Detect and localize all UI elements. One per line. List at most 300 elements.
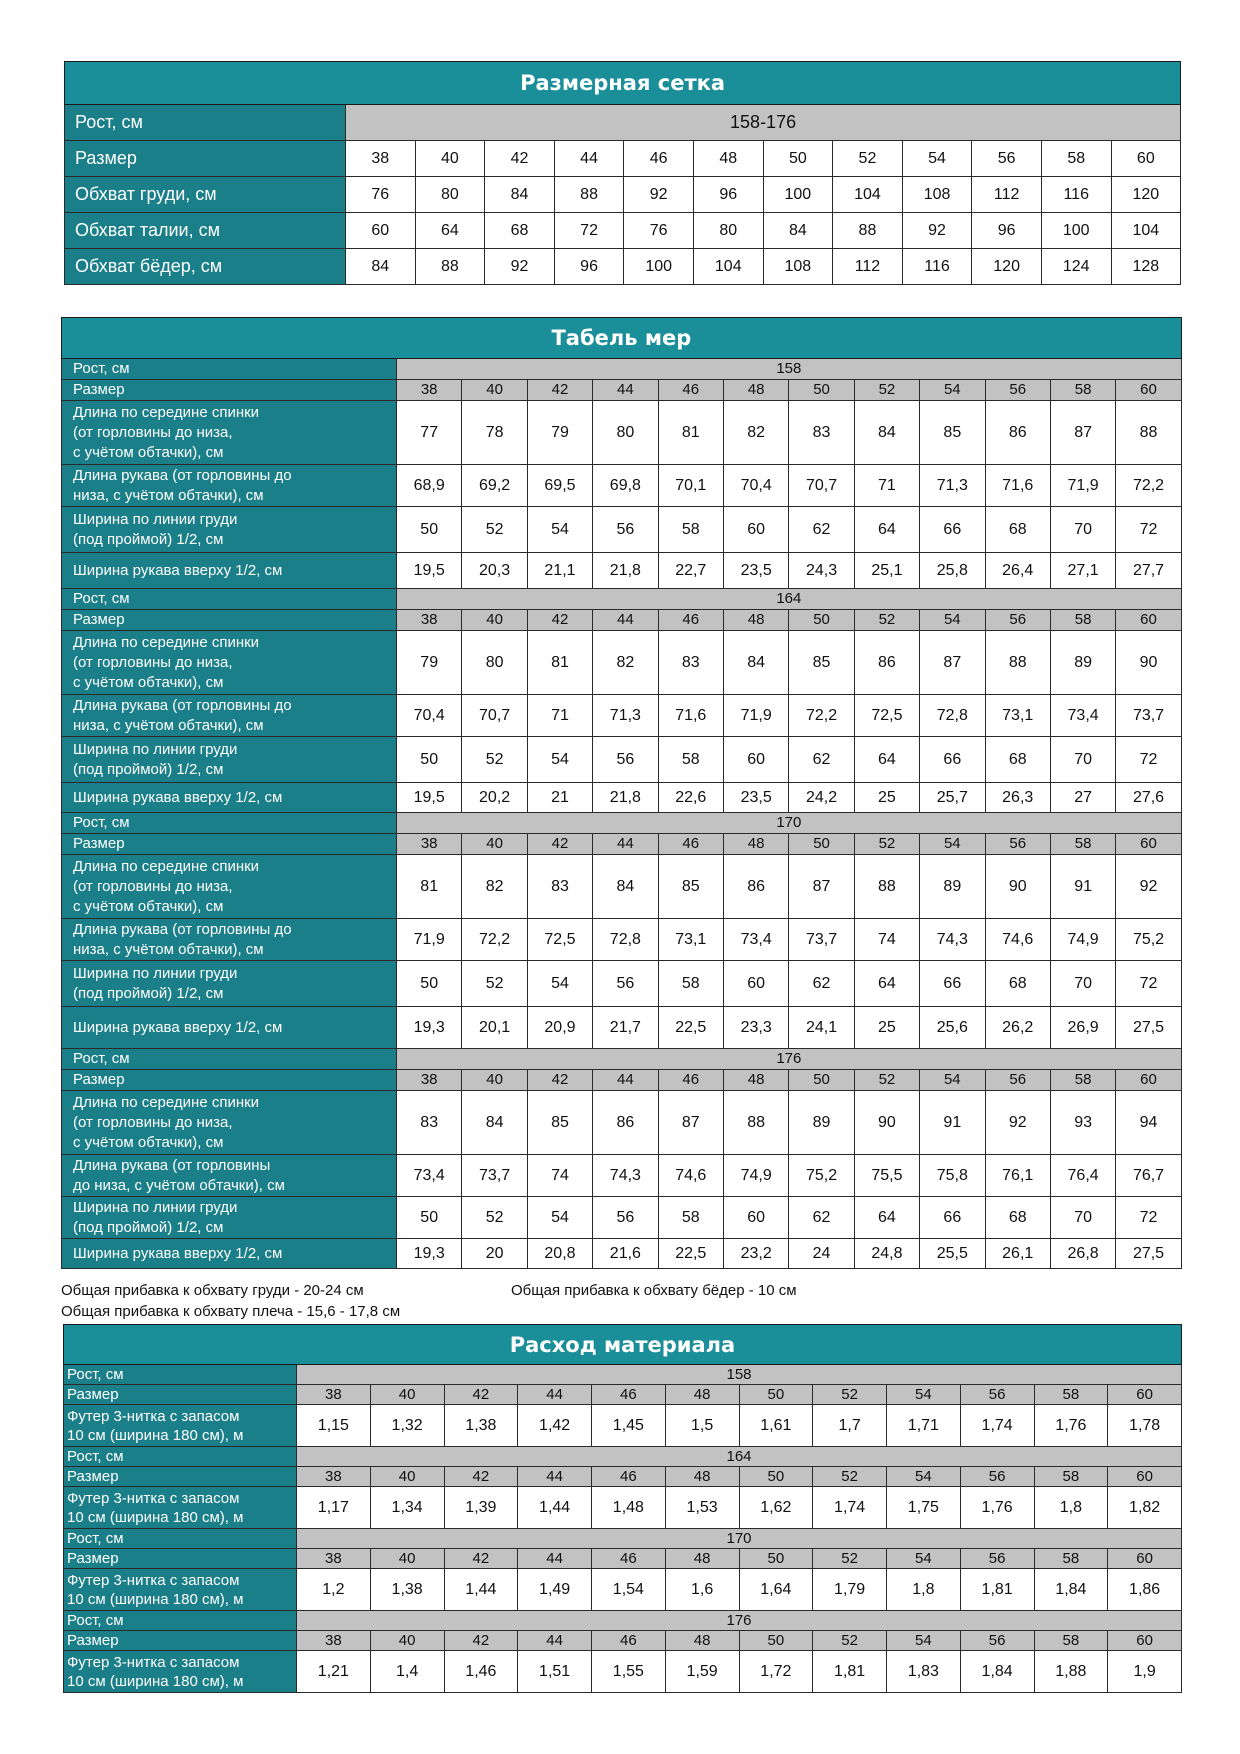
table-cell: 50 bbox=[397, 507, 462, 553]
table-cell: 70,7 bbox=[462, 695, 527, 737]
table-cell: 1,9 bbox=[1108, 1651, 1182, 1693]
table-cell: 1,59 bbox=[665, 1651, 739, 1693]
table-cell: 1,8 bbox=[1034, 1487, 1108, 1529]
table-cell: 74,3 bbox=[593, 1155, 658, 1197]
size-grid-row bbox=[65, 213, 1181, 249]
size-cell: 52 bbox=[813, 1385, 887, 1405]
table-cell: 1,79 bbox=[813, 1569, 887, 1611]
table-cell: 120 bbox=[1111, 177, 1181, 213]
table-cell: 20,3 bbox=[462, 553, 527, 589]
size-cell: 38 bbox=[397, 834, 462, 855]
material-row bbox=[64, 1651, 1182, 1693]
size-cell: 40 bbox=[370, 1549, 444, 1569]
table-cell: 50 bbox=[397, 961, 462, 1007]
size-cell: 46 bbox=[592, 1631, 666, 1651]
table-cell: 73,1 bbox=[658, 919, 723, 961]
size-cell: 50 bbox=[789, 610, 854, 631]
table-cell: 1,17 bbox=[297, 1487, 371, 1529]
table-cell: 89 bbox=[920, 855, 985, 919]
size-cell: 44 bbox=[593, 1070, 658, 1091]
table-cell: 25 bbox=[854, 783, 919, 813]
table-cell: 72,5 bbox=[527, 919, 592, 961]
table-cell: 22,5 bbox=[658, 1007, 723, 1049]
size-cell: 60 bbox=[1108, 1385, 1182, 1405]
table-cell: 75,2 bbox=[789, 1155, 854, 1197]
measure-label: Длина рукава (от горловины до низа, с учётом обтачки), см bbox=[62, 465, 397, 507]
table-cell: 62 bbox=[789, 1197, 854, 1239]
table-cell: 68 bbox=[985, 1197, 1050, 1239]
measure-row bbox=[62, 553, 1182, 589]
table-cell: 54 bbox=[527, 961, 592, 1007]
table-cell: 25,8 bbox=[920, 553, 985, 589]
size-cell: 40 bbox=[370, 1385, 444, 1405]
table-cell: 92 bbox=[485, 249, 555, 285]
table-cell: 96 bbox=[693, 177, 763, 213]
table-cell: 24 bbox=[789, 1239, 854, 1269]
size-cell: 44 bbox=[518, 1385, 592, 1405]
table-cell: 73,4 bbox=[723, 919, 788, 961]
size-cell: 54 bbox=[920, 610, 985, 631]
table-cell: 50 bbox=[763, 141, 833, 177]
table-cell: 1,7 bbox=[813, 1405, 887, 1447]
size-cell: 56 bbox=[985, 1070, 1050, 1091]
table-cell: 1,15 bbox=[297, 1405, 371, 1447]
table-cell: 1,34 bbox=[370, 1487, 444, 1529]
table-cell: 77 bbox=[397, 401, 462, 465]
table-cell: 66 bbox=[920, 961, 985, 1007]
size-cell: 46 bbox=[592, 1467, 666, 1487]
table-cell: 1,2 bbox=[297, 1569, 371, 1611]
table-cell: 84 bbox=[723, 631, 788, 695]
table-cell: 24,1 bbox=[789, 1007, 854, 1049]
table-cell: 70 bbox=[1050, 507, 1115, 553]
table-cell: 58 bbox=[1041, 141, 1111, 177]
measure-label: Длина по середине спинки (от горловины до низа, с учётом обтачки), см bbox=[62, 855, 397, 919]
size-cell: 42 bbox=[527, 380, 592, 401]
table-cell: 92 bbox=[902, 213, 972, 249]
table-cell: 68 bbox=[985, 507, 1050, 553]
size-cell: 38 bbox=[297, 1631, 371, 1651]
table-cell: 104 bbox=[1111, 213, 1181, 249]
table-cell: 20 bbox=[462, 1239, 527, 1269]
table-cell: 88 bbox=[985, 631, 1050, 695]
table-cell: 1,51 bbox=[518, 1651, 592, 1693]
table-cell: 56 bbox=[593, 1197, 658, 1239]
table-cell: 56 bbox=[972, 141, 1042, 177]
size-cell: 44 bbox=[593, 834, 658, 855]
table-cell: 26,8 bbox=[1050, 1239, 1115, 1269]
table-cell: 128 bbox=[1111, 249, 1181, 285]
size-cell: 56 bbox=[960, 1467, 1034, 1487]
table-cell: 27,7 bbox=[1116, 553, 1181, 589]
size-cell: 40 bbox=[370, 1631, 444, 1651]
table-cell: 20,8 bbox=[527, 1239, 592, 1269]
table-cell: 71 bbox=[527, 695, 592, 737]
table-cell: 74,6 bbox=[985, 919, 1050, 961]
table-cell: 88 bbox=[415, 249, 485, 285]
table-cell: 1,62 bbox=[739, 1487, 813, 1529]
material-row bbox=[64, 1405, 1182, 1447]
table-cell: 1,38 bbox=[444, 1405, 518, 1447]
table-cell: 84 bbox=[763, 213, 833, 249]
table-cell: 76,7 bbox=[1116, 1155, 1181, 1197]
table-cell: 116 bbox=[1041, 177, 1111, 213]
table-cell: 70 bbox=[1050, 1197, 1115, 1239]
size-cell: 58 bbox=[1034, 1467, 1108, 1487]
table-cell: 1,54 bbox=[592, 1569, 666, 1611]
table-cell: 108 bbox=[763, 249, 833, 285]
table-cell: 92 bbox=[985, 1091, 1050, 1155]
table-cell: 1,8 bbox=[887, 1569, 961, 1611]
table-cell: 25,7 bbox=[920, 783, 985, 813]
table-cell: 1,86 bbox=[1108, 1569, 1182, 1611]
shoulder-allowance-note: Общая прибавка к обхвату плеча - 15,6 - 17,8 см bbox=[61, 1303, 401, 1320]
table-cell: 74 bbox=[854, 919, 919, 961]
table-cell: 1,39 bbox=[444, 1487, 518, 1529]
table-cell: 46 bbox=[624, 141, 694, 177]
row-label: Обхват талии, см bbox=[65, 213, 346, 249]
table-cell: 25 bbox=[854, 1007, 919, 1049]
table-cell: 88 bbox=[833, 213, 903, 249]
size-cell: 38 bbox=[397, 1070, 462, 1091]
table-cell: 84 bbox=[485, 177, 555, 213]
table-cell: 1,74 bbox=[813, 1487, 887, 1529]
table-cell: 82 bbox=[462, 855, 527, 919]
table-cell: 21,7 bbox=[593, 1007, 658, 1049]
measure-label: Ширина рукава вверху 1/2, см bbox=[62, 1239, 397, 1269]
table-cell: 72,2 bbox=[462, 919, 527, 961]
material-table bbox=[63, 1324, 1182, 1693]
table-cell: 73,4 bbox=[397, 1155, 462, 1197]
height-label: Рост, см bbox=[64, 1447, 297, 1467]
measure-table bbox=[61, 317, 1181, 1269]
table-cell: 71,6 bbox=[985, 465, 1050, 507]
table-cell: 80 bbox=[415, 177, 485, 213]
table-cell: 68 bbox=[985, 961, 1050, 1007]
table-cell: 116 bbox=[902, 249, 972, 285]
size-cell: 56 bbox=[960, 1385, 1034, 1405]
size-cell: 52 bbox=[813, 1549, 887, 1569]
table-cell: 88 bbox=[854, 855, 919, 919]
table-cell: 83 bbox=[789, 401, 854, 465]
table-cell: 80 bbox=[593, 401, 658, 465]
size-cell: 42 bbox=[444, 1549, 518, 1569]
table-cell: 72,2 bbox=[789, 695, 854, 737]
table-cell: 26,2 bbox=[985, 1007, 1050, 1049]
table-cell: 42 bbox=[485, 141, 555, 177]
table-cell: 100 bbox=[1041, 213, 1111, 249]
table-cell: 19,5 bbox=[397, 783, 462, 813]
size-cell: 56 bbox=[985, 380, 1050, 401]
measure-row bbox=[62, 695, 1182, 737]
table-cell: 72,8 bbox=[593, 919, 658, 961]
table-cell: 71,3 bbox=[593, 695, 658, 737]
table-cell: 1,32 bbox=[370, 1405, 444, 1447]
size-cell: 56 bbox=[985, 834, 1050, 855]
table-cell: 89 bbox=[1050, 631, 1115, 695]
size-grid bbox=[64, 61, 1181, 285]
table-cell: 1,84 bbox=[960, 1651, 1034, 1693]
table-cell: 112 bbox=[972, 177, 1042, 213]
height-label: Рост, см bbox=[64, 1529, 297, 1549]
table-cell: 72,8 bbox=[920, 695, 985, 737]
table-cell: 90 bbox=[985, 855, 1050, 919]
height-label: Рост, см bbox=[62, 813, 397, 834]
table-cell: 60 bbox=[723, 737, 788, 783]
table-cell: 1,38 bbox=[370, 1569, 444, 1611]
table-cell: 58 bbox=[658, 961, 723, 1007]
measure-row bbox=[62, 783, 1182, 813]
table-cell: 20,9 bbox=[527, 1007, 592, 1049]
table-cell: 1,4 bbox=[370, 1651, 444, 1693]
table-cell: 21,8 bbox=[593, 783, 658, 813]
table-cell: 104 bbox=[833, 177, 903, 213]
table-cell: 86 bbox=[593, 1091, 658, 1155]
table-cell: 60 bbox=[723, 507, 788, 553]
measure-label: Ширина рукава вверху 1/2, см bbox=[62, 783, 397, 813]
size-cell: 56 bbox=[960, 1549, 1034, 1569]
size-cell: 50 bbox=[739, 1549, 813, 1569]
table-cell: 58 bbox=[658, 507, 723, 553]
measure-row bbox=[62, 507, 1182, 553]
size-cell: 54 bbox=[887, 1385, 961, 1405]
table-cell: 73,7 bbox=[462, 1155, 527, 1197]
measure-label: Длина рукава (от горловины до низа, с учётом обтачки), см bbox=[62, 1155, 397, 1197]
table-cell: 86 bbox=[723, 855, 788, 919]
table-cell: 23,5 bbox=[723, 553, 788, 589]
table-cell: 25,1 bbox=[854, 553, 919, 589]
table-cell: 1,45 bbox=[592, 1405, 666, 1447]
table-cell: 56 bbox=[593, 961, 658, 1007]
measure-row bbox=[62, 401, 1182, 465]
table-cell: 22,5 bbox=[658, 1239, 723, 1269]
measure-label: Длина по середине спинки (от горловины до низа, с учётом обтачки), см bbox=[62, 1091, 397, 1155]
table-cell: 92 bbox=[624, 177, 694, 213]
table-cell: 1,82 bbox=[1108, 1487, 1182, 1529]
table-cell: 68 bbox=[985, 737, 1050, 783]
table-cell: 52 bbox=[462, 961, 527, 1007]
table-cell: 19,3 bbox=[397, 1239, 462, 1269]
table-cell: 71,6 bbox=[658, 695, 723, 737]
table-cell: 1,48 bbox=[592, 1487, 666, 1529]
table-cell: 26,4 bbox=[985, 553, 1050, 589]
table-cell: 70,7 bbox=[789, 465, 854, 507]
size-cell: 50 bbox=[789, 380, 854, 401]
table-cell: 69,2 bbox=[462, 465, 527, 507]
measure-label: Ширина рукава вверху 1/2, см bbox=[62, 1007, 397, 1049]
table-cell: 88 bbox=[1116, 401, 1181, 465]
height-label: Рост, см bbox=[62, 589, 397, 610]
size-cell: 58 bbox=[1050, 610, 1115, 631]
table-cell: 90 bbox=[854, 1091, 919, 1155]
table-cell: 84 bbox=[854, 401, 919, 465]
table-cell: 38 bbox=[346, 141, 416, 177]
table-cell: 58 bbox=[658, 1197, 723, 1239]
measure-row bbox=[62, 1007, 1182, 1049]
table-cell: 1,78 bbox=[1108, 1405, 1182, 1447]
size-cell: 38 bbox=[397, 610, 462, 631]
table-cell: 74,6 bbox=[658, 1155, 723, 1197]
table-cell: 21 bbox=[527, 783, 592, 813]
table-cell: 108 bbox=[902, 177, 972, 213]
size-cell: 58 bbox=[1034, 1549, 1108, 1569]
size-cell: 40 bbox=[370, 1467, 444, 1487]
table-cell: 54 bbox=[902, 141, 972, 177]
size-cell: 52 bbox=[854, 380, 919, 401]
table-cell: 74,9 bbox=[723, 1155, 788, 1197]
table-cell: 23,2 bbox=[723, 1239, 788, 1269]
measure-label: Длина по середине спинки (от горловины до низа, с учётом обтачки), см bbox=[62, 401, 397, 465]
table-cell: 1,71 bbox=[887, 1405, 961, 1447]
table-cell: 21,1 bbox=[527, 553, 592, 589]
table-cell: 1,74 bbox=[960, 1405, 1034, 1447]
size-cell: 40 bbox=[462, 610, 527, 631]
hip-allowance-note: Общая прибавка к обхвату бёдер - 10 см bbox=[511, 1282, 797, 1299]
table-cell: 72 bbox=[554, 213, 624, 249]
table-cell: 50 bbox=[397, 1197, 462, 1239]
size-cell: 52 bbox=[854, 834, 919, 855]
table-cell: 22,7 bbox=[658, 553, 723, 589]
table-cell: 68,9 bbox=[397, 465, 462, 507]
height-label: Рост, см bbox=[62, 359, 397, 380]
size-grid-row bbox=[65, 141, 1181, 177]
size-cell: 48 bbox=[723, 1070, 788, 1091]
table-cell: 104 bbox=[693, 249, 763, 285]
size-grid-title: Размерная сетка bbox=[65, 62, 1181, 105]
table-cell: 52 bbox=[462, 507, 527, 553]
table-cell: 76,1 bbox=[985, 1155, 1050, 1197]
size-cell: 56 bbox=[960, 1631, 1034, 1651]
size-cell: 38 bbox=[297, 1467, 371, 1487]
size-cell: 38 bbox=[297, 1549, 371, 1569]
table-cell: 26,3 bbox=[985, 783, 1050, 813]
table-cell: 44 bbox=[554, 141, 624, 177]
size-cell: 48 bbox=[665, 1631, 739, 1651]
table-cell: 73,4 bbox=[1050, 695, 1115, 737]
table-cell: 20,2 bbox=[462, 783, 527, 813]
size-cell: 38 bbox=[397, 380, 462, 401]
material-label: Футер 3-нитка с запасом 10 см (ширина 180 см), м bbox=[64, 1569, 297, 1611]
size-cell: 52 bbox=[813, 1631, 887, 1651]
size-cell: 46 bbox=[658, 380, 723, 401]
table-cell: 72 bbox=[1116, 1197, 1181, 1239]
table-cell: 89 bbox=[789, 1091, 854, 1155]
table-cell: 70 bbox=[1050, 961, 1115, 1007]
size-cell: 56 bbox=[985, 610, 1050, 631]
row-label: Обхват бёдер, см bbox=[65, 249, 346, 285]
table-cell: 86 bbox=[854, 631, 919, 695]
measure-row bbox=[62, 919, 1182, 961]
table-cell: 86 bbox=[985, 401, 1050, 465]
table-cell: 75,2 bbox=[1116, 919, 1181, 961]
table-cell: 50 bbox=[397, 737, 462, 783]
table-cell: 83 bbox=[397, 1091, 462, 1155]
table-cell: 20,1 bbox=[462, 1007, 527, 1049]
size-cell: 42 bbox=[527, 1070, 592, 1091]
size-cell: 40 bbox=[462, 834, 527, 855]
table-cell: 69,8 bbox=[593, 465, 658, 507]
table-cell: 87 bbox=[920, 631, 985, 695]
table-cell: 72,2 bbox=[1116, 465, 1181, 507]
measure-label: Ширина по линии груди (под проймой) 1/2, см bbox=[62, 737, 397, 783]
table-cell: 56 bbox=[593, 737, 658, 783]
table-cell: 71,3 bbox=[920, 465, 985, 507]
size-cell: 42 bbox=[527, 834, 592, 855]
table-cell: 70,1 bbox=[658, 465, 723, 507]
height-value: 158 bbox=[297, 1365, 1182, 1385]
table-cell: 76,4 bbox=[1050, 1155, 1115, 1197]
height-label: Рост, см bbox=[64, 1611, 297, 1631]
table-cell: 84 bbox=[593, 855, 658, 919]
table-cell: 23,3 bbox=[723, 1007, 788, 1049]
table-cell: 22,6 bbox=[658, 783, 723, 813]
table-cell: 100 bbox=[763, 177, 833, 213]
height-label: Рост, см bbox=[65, 105, 346, 141]
table-cell: 83 bbox=[658, 631, 723, 695]
table-cell: 1,55 bbox=[592, 1651, 666, 1693]
measure-row bbox=[62, 1239, 1182, 1269]
height-value: 164 bbox=[297, 1447, 1182, 1467]
table-cell: 73,7 bbox=[1116, 695, 1181, 737]
size-cell: 52 bbox=[854, 1070, 919, 1091]
size-cell: 44 bbox=[518, 1549, 592, 1569]
measure-row bbox=[62, 1091, 1182, 1155]
measure-row bbox=[62, 961, 1182, 1007]
table-cell: 112 bbox=[833, 249, 903, 285]
table-cell: 1,44 bbox=[444, 1569, 518, 1611]
size-cell: 48 bbox=[665, 1385, 739, 1405]
table-cell: 68 bbox=[485, 213, 555, 249]
size-cell: 48 bbox=[723, 610, 788, 631]
size-cell: 60 bbox=[1116, 834, 1181, 855]
measure-row bbox=[62, 737, 1182, 783]
table-cell: 54 bbox=[527, 507, 592, 553]
table-cell: 71,9 bbox=[1050, 465, 1115, 507]
height-value: 170 bbox=[297, 1529, 1182, 1549]
table-cell: 124 bbox=[1041, 249, 1111, 285]
table-cell: 69,5 bbox=[527, 465, 592, 507]
table-cell: 72 bbox=[1116, 961, 1181, 1007]
size-cell: 44 bbox=[593, 610, 658, 631]
size-cell: 54 bbox=[920, 834, 985, 855]
table-cell: 1,88 bbox=[1034, 1651, 1108, 1693]
size-cell: 60 bbox=[1108, 1467, 1182, 1487]
size-cell: 50 bbox=[739, 1631, 813, 1651]
table-cell: 82 bbox=[723, 401, 788, 465]
size-cell: 58 bbox=[1050, 1070, 1115, 1091]
table-cell: 94 bbox=[1116, 1091, 1181, 1155]
table-cell: 64 bbox=[854, 507, 919, 553]
table-cell: 27,5 bbox=[1116, 1007, 1181, 1049]
size-grid-row bbox=[65, 177, 1181, 213]
size-cell: 42 bbox=[444, 1385, 518, 1405]
table-cell: 1,72 bbox=[739, 1651, 813, 1693]
table-cell: 83 bbox=[527, 855, 592, 919]
material-row bbox=[64, 1487, 1182, 1529]
row-label: Обхват груди, см bbox=[65, 177, 346, 213]
table-cell: 58 bbox=[658, 737, 723, 783]
table-cell: 96 bbox=[972, 213, 1042, 249]
table-cell: 1,5 bbox=[665, 1405, 739, 1447]
table-cell: 1,44 bbox=[518, 1487, 592, 1529]
table-cell: 62 bbox=[789, 961, 854, 1007]
table-cell: 87 bbox=[1050, 401, 1115, 465]
table-cell: 1,21 bbox=[297, 1651, 371, 1693]
measure-label: Ширина по линии груди (под проймой) 1/2, см bbox=[62, 961, 397, 1007]
size-label: Размер bbox=[64, 1631, 297, 1651]
measure-label: Ширина по линии груди (под проймой) 1/2, см bbox=[62, 507, 397, 553]
table-cell: 71,9 bbox=[397, 919, 462, 961]
